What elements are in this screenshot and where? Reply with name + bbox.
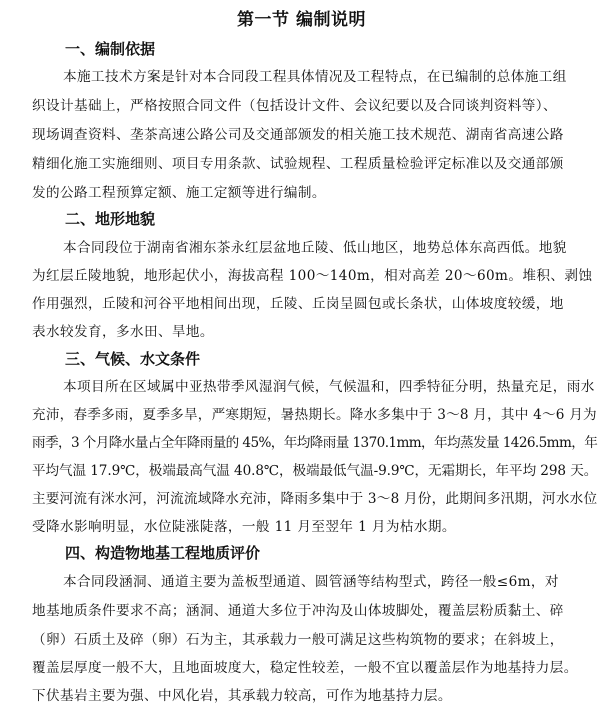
paragraph-line: 精细化施工实施细则、项目专用条款、试验规程、工程质量检验评定标准以及交通部颁: [32, 156, 564, 172]
paragraph-line: 受降水影响明显，水位陡涨陡落，一般 11 月至翌年 1 月为枯水期。: [32, 519, 456, 535]
paragraph-line: 现场调查资料、垄茶高速公路公司及交通部颁发的相关施工技术规范、湖南省高速公路: [32, 127, 564, 143]
paragraph-line: （卵）石质土及碎（卵）石为主，其承载力一般可满足这些构筑物的要求；在斜坡上，: [32, 632, 564, 648]
paragraph-line: 雨季，3 个月降水量占全年降雨量的 45%，年均降雨量 1370.1mm，年均蒸发量 1426.5mm，年: [32, 435, 598, 451]
paragraph-line: 发的公路工程预算定额、施工定额等进行编制。: [32, 185, 326, 201]
paragraph-line: 作用强烈，丘陵和河谷平地相间出现，丘陵、丘岗呈圆包或长条状，山体坡度较缓，地: [32, 296, 564, 312]
section-heading-basis: 一、编制依据: [65, 40, 156, 58]
section-heading-climate: 三、气候、水文条件: [65, 350, 201, 368]
paragraph-line: 织设计基础上，严格按照合同文件（包括设计文件、会议纪要以及合同谈判资料等）、: [32, 98, 557, 114]
section-heading-terrain: 二、地形地貌: [65, 210, 156, 228]
paragraph-line: 为红层丘陵地貌，地形起伏小，海拔高程 100～140m，相对高差 20～60m。堆积、剥蚀: [32, 268, 593, 284]
page-title: 第一节 编制说明: [237, 10, 366, 30]
paragraph-line: 充沛，春季多雨，夏季多旱，严寒期短，暑热期长。降水多集中于 3～8 月，其中 4～6 月为: [32, 407, 597, 423]
paragraph-line: 主要河流有洣水河，河流流域降水充沛，降雨多集中于 3～8 月份，此期间多汛期，河水水位: [32, 491, 598, 507]
paragraph-line: 下伏基岩主要为强、中风化岩，其承载力较高，可作为地基持力层。: [32, 688, 452, 704]
paragraph-line: 本合同段位于湖南省湘东茶永红层盆地丘陵、低山地区，地势总体东高西低。地貌: [63, 240, 567, 256]
paragraph-line: 地基地质条件要求不高；涵洞、通道大多位于冲沟及山体坡脚处，覆盖层粉质黏土、碎: [32, 603, 564, 619]
section-heading-geology: 四、构造物地基工程地质评价: [65, 544, 261, 562]
paragraph-line: 本合同段涵洞、通道主要为盖板型通道、圆管涵等结构型式，跨径一般≤6m，对: [63, 574, 559, 590]
paragraph-line: 本项目所在区域属中亚热带季风湿润气候，气候温和，四季特征分明，热量充足，雨水: [63, 379, 595, 395]
paragraph-line: 本施工技术方案是针对本合同段工程具体情况及工程特点，在已编制的总体施工组: [63, 69, 567, 85]
paragraph-line: 平均气温 17.9℃，极端最高气温 40.8℃，极端最低气温-9.9℃，无霜期长，年平均 298 天。: [32, 463, 598, 479]
paragraph-line: 表水较发育，多水田、旱地。: [32, 324, 214, 340]
paragraph-line: 覆盖层厚度一般不大，且地面坡度大，稳定性较差，一般不宜以覆盖层作为地基持力层。: [32, 660, 578, 676]
